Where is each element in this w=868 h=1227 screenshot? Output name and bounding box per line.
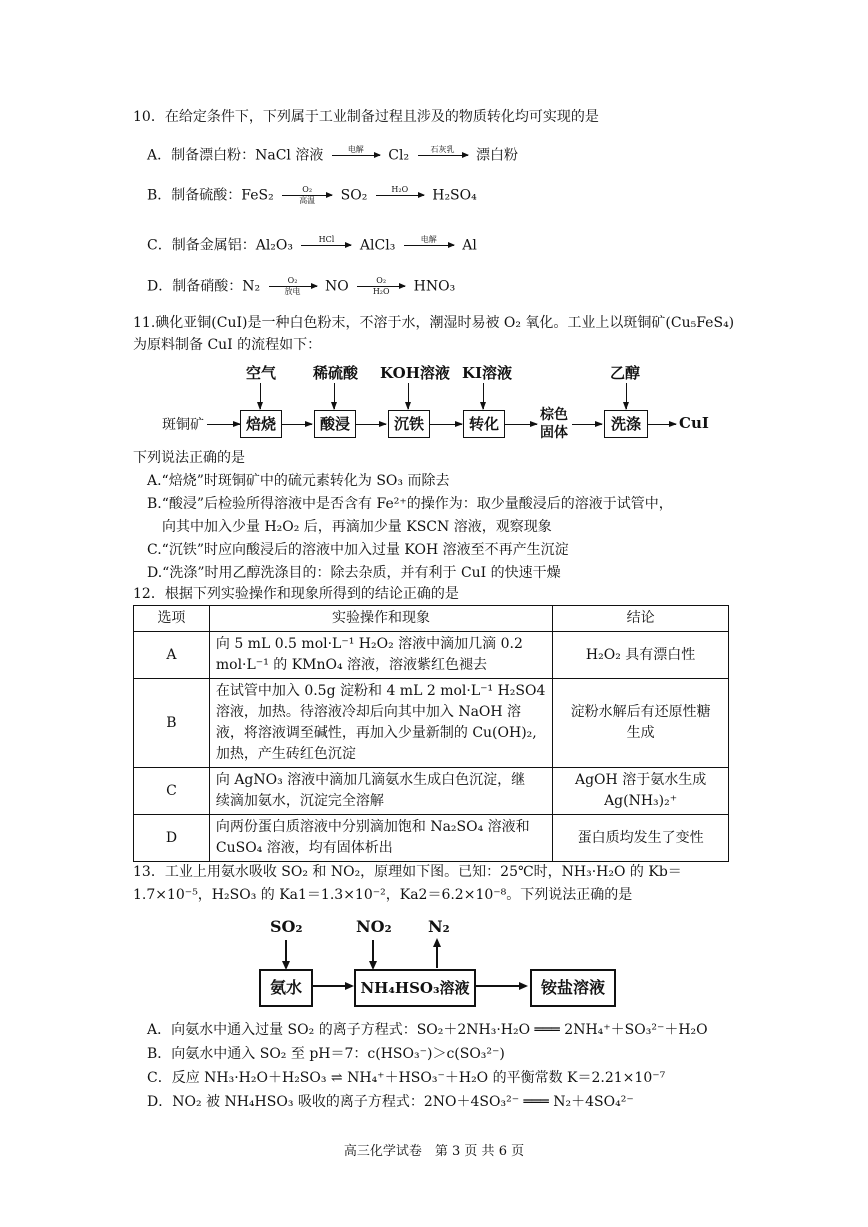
q10-a-end: 漂白粉 — [475, 147, 518, 164]
q13-option-c: C．反应 NH₃·H₂O＋H₂SO₃ ⇌ NH₄⁺＋HSO₃⁻＋H₂O 的平衡常数 K＝2.21×10⁻⁷ — [147, 1070, 666, 1086]
q11-stem-line1: 11.碘化亚铜(CuI)是一种白色粉末，不溶于水，潮湿时易被 O₂ 氧化。工业上以斑铜矿(Cu₅FeS₄) — [133, 315, 735, 331]
flow-step-roast: 焙烧 — [240, 410, 282, 438]
row-operation: 向 AgNO₃ 溶液中滴加几滴氨水生成白色沉淀，继 续滴加氨水，沉淀完全溶解 — [209, 768, 552, 815]
q13-output-n2: N₂ — [428, 917, 450, 936]
row-conclusion: 淀粉水解后有还原性糖 生成 — [553, 679, 729, 768]
flow-input-ki: KI溶液 — [462, 364, 513, 382]
q10-d-mid: NO — [325, 278, 349, 295]
flow-arrow — [356, 424, 386, 425]
q10-d-arrow2: $\frac{\text{O₂}}{\text{H₂O}}$ — [357, 276, 405, 297]
header-option: 选项 — [134, 606, 210, 632]
flow-brown-solid: 棕色 固体 — [540, 407, 568, 441]
q13-box-ammonia: 氨水 — [259, 969, 313, 1007]
q10-option-b — [147, 185, 477, 206]
q10-c-mid: AlCl₃ — [359, 237, 396, 254]
q10-option-a — [147, 145, 518, 166]
table-row — [134, 632, 729, 679]
flow-start: 斑铜矿 — [162, 417, 204, 433]
row-operation: 向 5 mL 0.5 mol·L⁻¹ H₂O₂ 溶液中滴加几滴 0.2 mol·L⁻¹ 的 KMnO₄ 溶液，溶液紫红色褪去 — [209, 632, 552, 679]
q13-arrow-down — [372, 940, 374, 968]
row-conclusion: AgOH 溶于氨水生成 Ag(NH₃)₂⁺ — [553, 768, 729, 815]
flow-input-ethanol: 乙醇 — [610, 364, 641, 382]
q13-stem-line1: 13．工业上用氨水吸收 SO₂ 和 NO₂，原理如下图。已知：25℃时，NH₃·H₂O 的 Kb＝ — [133, 864, 682, 880]
header-conclusion: 结论 — [553, 606, 729, 632]
q10-a-arrow1: 电解 — [332, 145, 380, 166]
flow-end-cui: CuI — [679, 414, 709, 432]
flow-arrow — [334, 383, 335, 409]
row-conclusion: 蛋白质均发生了变性 — [553, 815, 729, 862]
q13-option-b: B．向氨水中通入 SO₂ 至 pH＝7：c(HSO₃⁻)＞c(SO₃²⁻) — [147, 1046, 505, 1062]
q10-option-d — [147, 276, 455, 297]
flow-arrow — [626, 383, 627, 409]
q10-a-arrow2: 石灰乳 — [418, 145, 468, 166]
q11-option-b-line2: 向其中加入少量 H₂O₂ 后，再滴加少量 KSCN 溶液，观察现象 — [162, 519, 552, 535]
q13-arrow-right — [312, 985, 352, 987]
flow-arrow — [648, 424, 676, 425]
q11-option-c: C.“沉铁”时应向酸浸后的溶液中加入过量 KOH 溶液至不再产生沉淀 — [147, 542, 569, 558]
q10-b-end: H₂SO₄ — [432, 187, 477, 204]
row-option: D — [134, 815, 210, 862]
q10-b-arrow2: H₂O — [376, 185, 424, 206]
q10-stem: 10．在给定条件下，下列属于工业制备过程且涉及的物质转化均可实现的是 — [133, 109, 599, 125]
flow-arrow — [483, 383, 484, 409]
q10-c-label: C．制备金属铝：Al₂O₃ — [147, 237, 294, 254]
q12-stem: 12．根据下列实验操作和现象所得到的结论正确的是 — [133, 586, 459, 602]
flow-input-koh: KOH溶液 — [380, 364, 450, 382]
flow-step-iron: 沉铁 — [388, 410, 430, 438]
q13-option-d: D．NO₂ 被 NH₄HSO₃ 吸收的离子方程式：2NO＋4SO₃²⁻ ═══ N₂＋4SO₄²⁻ — [147, 1094, 634, 1110]
row-operation: 在试管中加入 0.5g 淀粉和 4 mL 2 mol·L⁻¹ H₂SO4 溶液，加热。待溶液冷却后向其中加入 NaOH 溶 液，将溶液调至碱性，再加入少量新制的 Cu(OH)₂, 加热，产生砖红色沉淀 — [209, 679, 552, 768]
row-operation: 向两份蛋白质溶液中分别滴加饱和 Na₂SO₄ 溶液和 CuSO₄ 溶液，均有固体析出 — [209, 815, 552, 862]
page-footer: 高三化学试卷 第 3 页 共 6 页 — [343, 1144, 525, 1159]
table-row — [134, 768, 729, 815]
q10-option-c — [147, 235, 477, 256]
q11-question: 下列说法正确的是 — [133, 450, 245, 466]
q10-d-label: D．制备硝酸：N₂ — [147, 278, 261, 295]
row-option: B — [134, 679, 210, 768]
flow-step-convert: 转化 — [463, 410, 505, 438]
q13-input-no2: NO₂ — [356, 917, 392, 936]
q10-a-label: A．制备漂白粉：NaCl 溶液 — [147, 147, 324, 164]
q10-b-label: B．制备硫酸：FeS₂ — [147, 187, 274, 204]
q13-arrow-down — [285, 940, 287, 968]
q11-option-d: D.“洗涤”时用乙醇洗涤目的：除去杂质，并有利于 CuI 的快速干燥 — [147, 565, 561, 581]
q10-b-mid: SO₂ — [340, 187, 368, 204]
q10-c-arrow2: 电解 — [404, 235, 454, 256]
q10-c-end: Al — [462, 237, 477, 254]
q10-d-end: HNO₃ — [413, 278, 456, 295]
q10-c-arrow1: HCl — [301, 235, 351, 256]
flow-arrow — [282, 424, 312, 425]
q13-arrow-right — [476, 985, 526, 987]
q13-option-a: A．向氨水中通入过量 SO₂ 的离子方程式：SO₂＋2NH₃·H₂O ═══ 2NH₄⁺＋SO₃²⁻＋H₂O — [147, 1022, 708, 1038]
row-option: A — [134, 632, 210, 679]
flow-step-wash: 洗涤 — [604, 410, 648, 438]
q13-input-so2: SO₂ — [270, 917, 303, 936]
q10-b-arrow1: O₂ 高温 — [282, 185, 332, 206]
flow-arrow — [207, 424, 240, 425]
flow-arrow — [505, 424, 537, 425]
table-header-row — [134, 606, 729, 632]
q13-stem-line2: 1.7×10⁻⁵，H₂SO₃ 的 Ka1＝1.3×10⁻²，Ka2＝6.2×10⁻⁸。下列说法正确的是 — [133, 887, 633, 903]
flow-input-air: 空气 — [246, 364, 277, 382]
q11-stem-line2: 为原料制备 CuI 的流程如下： — [133, 337, 322, 353]
q10-d-arrow1: O₂ 放电 — [269, 276, 317, 297]
flow-arrow — [260, 383, 261, 409]
row-conclusion: H₂O₂ 具有漂白性 — [553, 632, 729, 679]
row-option: C — [134, 768, 210, 815]
q11-option-a: A.“焙烧”时斑铜矿中的硫元素转化为 SO₃ 而除去 — [147, 473, 450, 489]
flow-arrow — [430, 424, 462, 425]
flow-input-acid: 稀硫酸 — [313, 364, 359, 382]
q11-option-b-line1: B.“酸浸”后检验所得溶液中是否含有 Fe²⁺的操作为：取少量酸浸后的溶液于试管中， — [147, 496, 673, 512]
q13-arrow-up — [436, 940, 438, 968]
q12-table — [133, 605, 729, 862]
q13-box-nh4hso3: NH₄HSO₃溶液 — [354, 969, 476, 1007]
q10-a-mid: Cl₂ — [388, 147, 410, 164]
header-operation: 实验操作和现象 — [209, 606, 552, 632]
flow-arrow — [572, 424, 602, 425]
table-row — [134, 679, 729, 768]
flow-arrow — [408, 383, 409, 409]
q13-box-ammonium-salt: 铵盐溶液 — [530, 969, 616, 1007]
table-row — [134, 815, 729, 862]
flow-step-leach: 酸浸 — [314, 410, 356, 438]
